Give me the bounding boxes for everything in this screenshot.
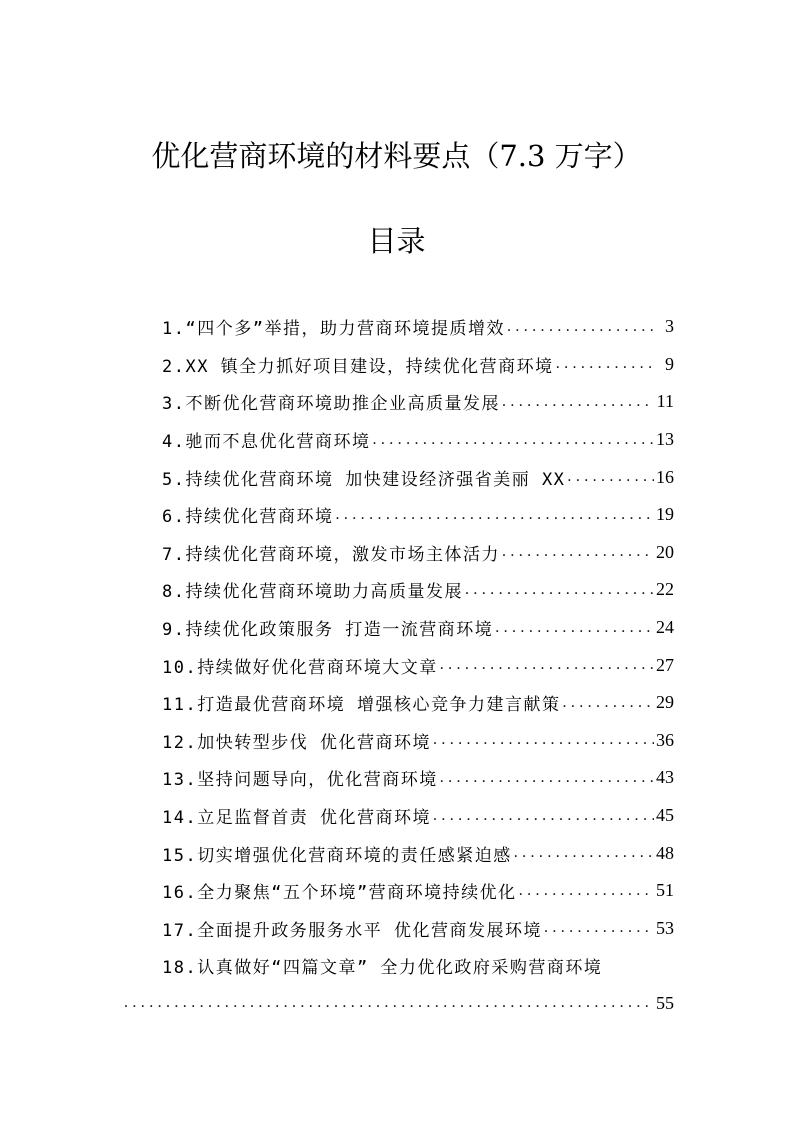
toc-entry-8[interactable] <box>162 571 674 609</box>
toc-entry-11[interactable] <box>162 684 674 722</box>
dot-leader <box>463 581 654 599</box>
dot-leader <box>560 694 654 712</box>
toc-entry-page: 22 <box>656 579 674 600</box>
toc-entry-7[interactable] <box>162 534 674 572</box>
toc-entry-page: 45 <box>656 805 674 826</box>
toc-entry-16[interactable] <box>162 872 674 910</box>
toc-entry-label: 10.持续做好优化营商环境大文章 <box>162 657 438 678</box>
toc-entry-page: 53 <box>656 917 674 938</box>
dot-leader <box>542 919 654 937</box>
toc-entry-5[interactable] <box>162 458 674 496</box>
dot-leader <box>122 994 654 1012</box>
toc-entry-label: 16.全力聚焦“五个环境”营商环境持续优化 <box>162 883 517 904</box>
toc-entry-page: 16 <box>656 466 674 487</box>
toc-entry-label: 9.持续优化政策服务 打造一流营商环境 <box>162 620 494 641</box>
toc-entry-page: 27 <box>656 654 674 675</box>
dot-leader <box>512 844 654 862</box>
toc-entry-13[interactable] <box>162 759 674 797</box>
dot-leader <box>505 318 654 336</box>
toc-entry-10[interactable] <box>162 646 674 684</box>
toc-entry-label: 1.“四个多”举措，助力营商环境提质增效 <box>162 319 505 340</box>
dot-leader <box>438 769 654 787</box>
toc-entry-label: 18.认真做好“四篇文章” 全力优化政府采购营商环境 <box>162 958 603 979</box>
toc-entry-label: 7.持续优化营商环境，激发市场主体活力 <box>162 544 500 565</box>
toc-entry-label: 11.打造最优营商环境 增强核心竞争力建言献策 <box>162 695 561 716</box>
toc-entry-page: 29 <box>656 692 674 713</box>
toc-entry-page: 9 <box>665 353 674 374</box>
toc-entry-label: 5.持续优化营商环境 加快建设经济强省美丽 XX <box>162 469 566 490</box>
toc-entry-label: 8.持续优化营商环境助力高质量发展 <box>162 582 463 603</box>
dot-leader <box>493 619 654 637</box>
toc-entry-page: 51 <box>656 880 674 901</box>
dot-leader <box>370 431 654 449</box>
toc-entry-page: 55 <box>656 992 674 1013</box>
toc-entry-page: 11 <box>656 391 674 412</box>
dot-leader <box>500 543 654 561</box>
toc-entry-12[interactable] <box>162 722 674 760</box>
toc-entry-3[interactable] <box>162 383 674 421</box>
dot-leader <box>438 656 654 674</box>
dot-leader <box>333 506 654 524</box>
toc-entry-page: 13 <box>656 429 674 450</box>
dot-leader <box>517 882 654 900</box>
toc-entry-label: 17.全面提升政务服务水平 优化营商发展环境 <box>162 920 542 941</box>
toc-entry-9[interactable] <box>162 609 674 647</box>
toc-entry-page: 43 <box>656 767 674 788</box>
toc-entry-page: 24 <box>656 617 674 638</box>
toc-entry-page: 20 <box>656 541 674 562</box>
dot-leader <box>554 355 654 373</box>
toc-entry-label: 15.切实增强优化营商环境的责任感紧迫感 <box>162 845 512 866</box>
toc-entry-15[interactable] <box>162 834 674 872</box>
document-title: 优化营商环境的材料要点（7.3 万字） <box>151 139 642 173</box>
toc-entry-2[interactable] <box>162 346 674 384</box>
dot-leader <box>565 468 654 486</box>
dot-leader <box>431 807 654 825</box>
toc-entry-label: 6.持续优化营商环境 <box>162 507 334 528</box>
toc-entry-page: 3 <box>665 316 674 337</box>
toc-entry-page: 36 <box>656 729 674 750</box>
toc-heading: 目录 <box>367 224 426 258</box>
toc-entry-page: 19 <box>656 504 674 525</box>
toc-entry-18[interactable] <box>162 947 674 985</box>
toc-entry-14[interactable] <box>162 797 674 835</box>
toc-entry-4[interactable] <box>162 421 674 459</box>
toc-entry-6[interactable] <box>162 496 674 534</box>
toc-entry-label: 13.坚持问题导向，优化营商环境 <box>162 770 438 791</box>
toc-entry-18-continuation[interactable] <box>122 985 674 1023</box>
toc-entry-1[interactable] <box>162 308 674 346</box>
toc-entry-page: 48 <box>656 842 674 863</box>
toc-entry-17[interactable] <box>162 910 674 948</box>
dot-leader <box>431 731 654 749</box>
toc-entry-label: 2.XX 镇全力抓好项目建设，持续优化营商环境 <box>162 356 554 377</box>
table-of-contents <box>162 308 674 1022</box>
dot-leader <box>500 393 654 411</box>
toc-entry-label: 4.驰而不息优化营商环境 <box>162 432 371 453</box>
toc-entry-label: 12.加快转型步伐 优化营商环境 <box>162 732 431 753</box>
toc-entry-label: 14.立足监督首责 优化营商环境 <box>162 808 431 829</box>
toc-entry-label: 3.不断优化营商环境助推企业高质量发展 <box>162 394 500 415</box>
